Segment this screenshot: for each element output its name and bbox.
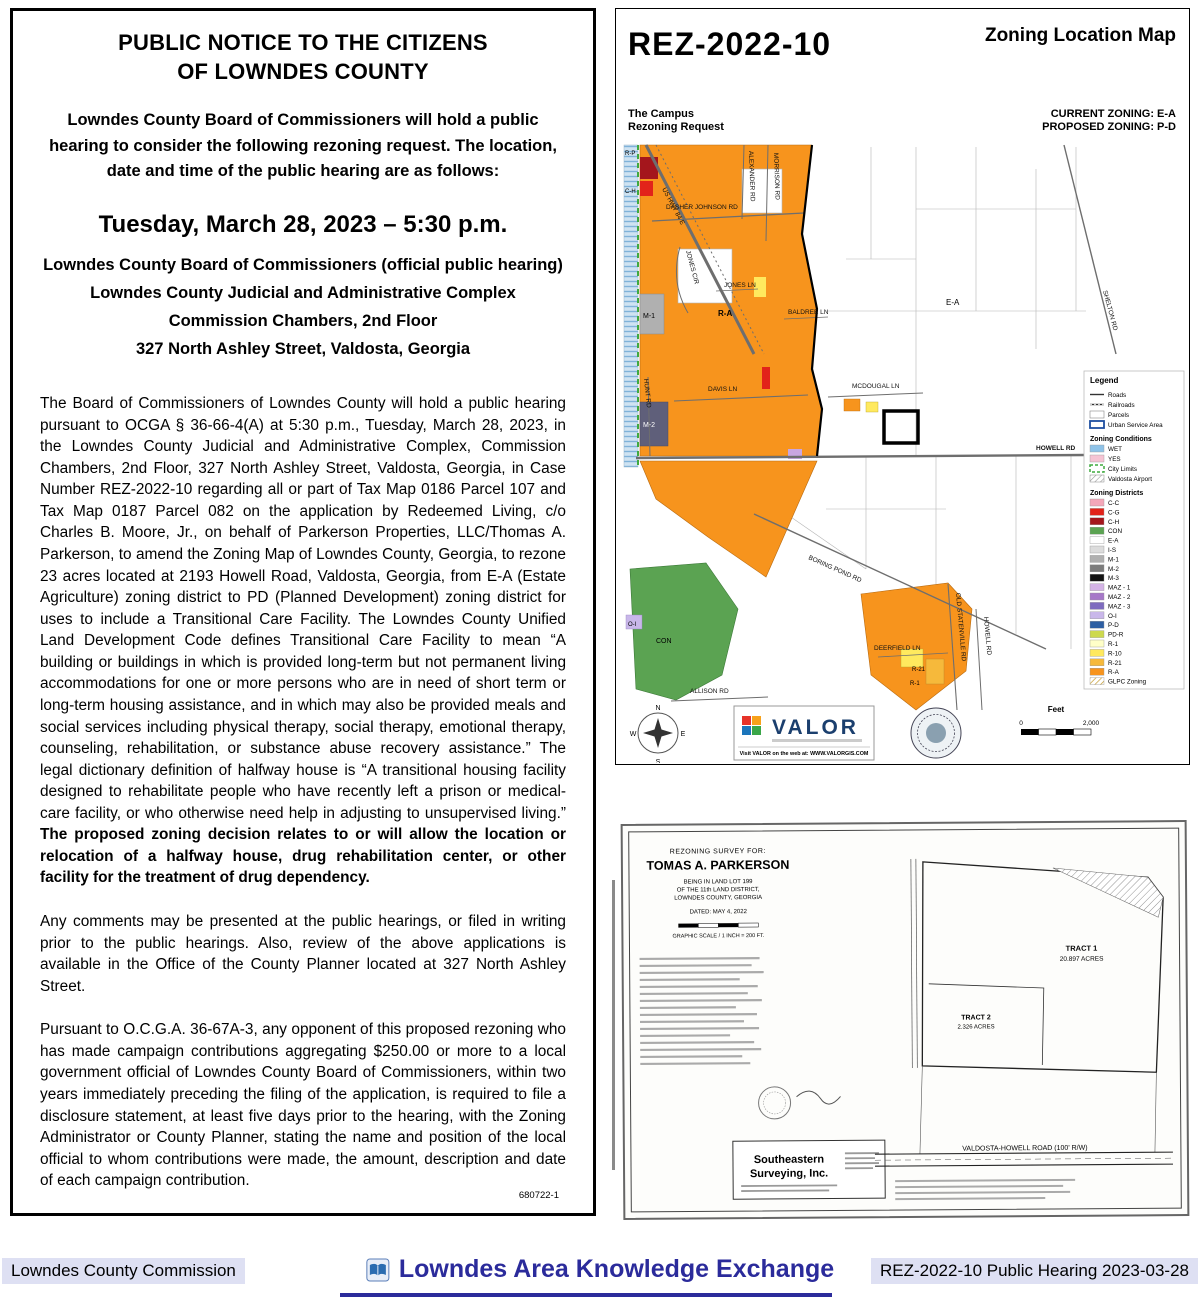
map-legend (1084, 371, 1184, 689)
svg-text:MAZ - 3: MAZ - 3 (1108, 603, 1131, 611)
label-morrison-rd: MORRISON RD (772, 152, 781, 200)
notice-body-bold: The proposed zoning decision relates to or will allow the location or relocation of a halfway house, drug rehabilitation center, or other facility for the treatment of drug dependency. (40, 826, 566, 887)
svg-text:GLPC Zoning: GLPC Zoning (1108, 678, 1147, 686)
map-graphic (624, 145, 1119, 710)
notice-title-line2: OF LOWNDES COUNTY (177, 58, 429, 84)
survey-title-label: REZONING SURVEY FOR: (669, 847, 766, 856)
notice-title (40, 29, 566, 86)
svg-text:R-1: R-1 (1108, 641, 1119, 648)
zoning-map-svg (616, 9, 1188, 763)
scan-artifact (612, 880, 615, 1170)
svg-text:YES: YES (1108, 456, 1121, 463)
scale-end: 2,000 (1082, 720, 1100, 727)
svg-text:MAZ - 2: MAZ - 2 (1108, 594, 1131, 601)
valor-url: Visit VALOR on the web at: WWW.VALORGIS.COM (739, 751, 869, 757)
surveyor-name-2: Surveying, Inc. (749, 1167, 829, 1181)
valor-wordmark: VALOR (772, 716, 859, 739)
label-mcdougal-ln: MCDOUGAL LN (852, 383, 900, 390)
svg-text:R-10: R-10 (1108, 650, 1122, 658)
subject-property-marker (884, 411, 918, 443)
survey-desc-2: OF THE 11th LAND DISTRICT, (676, 887, 760, 894)
survey-title-block (646, 848, 789, 940)
label-zone-ra: R-A (718, 309, 733, 318)
legend-districts-title: Zoning Districts (1090, 490, 1144, 497)
notice-title-line1: PUBLIC NOTICE TO THE CITIZENS (118, 30, 488, 55)
compass-rose (630, 705, 686, 763)
footer-accent-bar (340, 1293, 832, 1297)
map-subtitle-2: Rezoning Request (628, 121, 724, 133)
surveyor-stamp (758, 1086, 840, 1119)
venue-line-1: Lowndes County Board of Commissioners (official public hearing) (43, 255, 563, 274)
surveyor-box (733, 1140, 885, 1199)
svg-text:I-S: I-S (1108, 547, 1117, 554)
svg-text:Railroads: Railroads (1108, 402, 1135, 409)
survey-desc-1: BEING IN LAND LOT 199 (683, 879, 753, 886)
green-zone (630, 563, 738, 700)
survey-desc-3: LOWNDES COUNTY, GEORGIA (674, 894, 763, 902)
legend-title: Legend (1090, 376, 1119, 385)
legend-district-oi (1090, 612, 1117, 620)
label-zone-ea: E-A (946, 298, 960, 307)
map-title: Zoning Location Map (984, 25, 1176, 46)
map-proposed-zoning: PROPOSED ZONING: P-D (1042, 121, 1176, 133)
label-boring-pond-rd: BORING POND RD (807, 554, 863, 585)
tract1-name: TRACT 1 (1065, 943, 1098, 953)
notice-body (40, 393, 566, 889)
valor-tagline-illegible (772, 739, 862, 742)
map-current-zoning: CURRENT ZONING: E-A (1050, 108, 1176, 120)
legend-condition-city-limits (1090, 465, 1137, 473)
label-zone-oi: O-I (628, 622, 637, 628)
compass-e: E (680, 731, 686, 738)
label-allison-rd: ALLISON RD (690, 688, 729, 695)
label-jones-cir: JONES CIR (684, 249, 700, 286)
footer-link-commission[interactable]: Lowndes County Commission (2, 1258, 245, 1284)
map-case-number: REZ-2022-10 (628, 26, 832, 62)
svg-text:CON: CON (1108, 528, 1122, 536)
survey-scale-label: GRAPHIC SCALE / 1 INCH = 200 FT. (672, 932, 765, 940)
label-zone-con: CON (656, 638, 672, 645)
map-subtitle-1: The Campus (628, 108, 695, 120)
svg-text:WET: WET (1108, 446, 1122, 453)
label-zone-r21: R-21 (912, 667, 926, 673)
scale-bar (1019, 705, 1099, 735)
legend-district-is (1090, 546, 1116, 554)
svg-text:M-2: M-2 (1108, 565, 1119, 573)
compass-n: N (655, 705, 661, 712)
hearing-datetime: Tuesday, March 28, 2023 – 5:30 p.m. (98, 210, 508, 238)
label-shelton-rd: SHELTON RD (1101, 289, 1119, 332)
svg-text:R-21: R-21 (1108, 659, 1122, 667)
legend-district-maz2 (1090, 593, 1131, 601)
label-alexander-rd: ALEXANDER RD (747, 150, 756, 202)
scale-start: 0 (1019, 720, 1023, 727)
label-old-statenville-rd: OLD STATENVILLE RD (954, 592, 967, 662)
notice-comments: Any comments may be presented at the public hearings, or filed in writing prior to the public hearings. Also, review of the above applications is available in the Office of the County Planner located at 327 North Ashley Street. (40, 913, 566, 995)
svg-text:C-H: C-H (1108, 518, 1120, 526)
label-howell-rd-south: HOWELL RD (982, 616, 993, 656)
compass-s: S (655, 759, 661, 763)
label-baldree-ln: BALDREE LN (788, 309, 829, 316)
svg-text:PD-R: PD-R (1108, 631, 1124, 639)
footer-link-hearing[interactable]: REZ-2022-10 Public Hearing 2023-03-28 (871, 1258, 1198, 1284)
legend-item-parcels (1090, 411, 1129, 419)
svg-text:M-1: M-1 (1108, 556, 1119, 564)
label-howell-rd: HOWELL RD (1036, 445, 1076, 452)
label-hunt-rd: HUNT RD (642, 378, 653, 409)
svg-text:Valdosta Airport: Valdosta Airport (1108, 476, 1152, 483)
compass-w: W (629, 731, 637, 738)
zoning-location-map (615, 8, 1190, 765)
label-zone-r1: R-1 (910, 681, 920, 687)
survey-owner: TOMAS A. PARKERSON (646, 857, 790, 873)
venue-line-2: Lowndes County Judicial and Administrative Complex (90, 283, 516, 302)
label-us-hwy-84: US HWY 84 E (660, 186, 686, 227)
tract1-area: 20.897 ACRES (1059, 955, 1104, 963)
lake-logo-icon (366, 1258, 390, 1282)
rezoning-survey-document (621, 820, 1190, 1220)
public-notice-document (10, 8, 596, 1216)
label-zone-m1: M-1 (643, 313, 656, 320)
footer-lake-brand[interactable] (366, 1255, 834, 1284)
label-dasher-johnson: DASHER JOHNSON RD (666, 204, 738, 211)
svg-text:City Limits: City Limits (1108, 466, 1138, 473)
notice-body-text: The Board of Commissioners of Lowndes County will hold a public hearing pursuant to OCGA § 36-66-4(A) at 5:30 p.m., Tuesday, March 28, 2023, in the Lowndes County Judicial and Administrative Complex, Commission Chambers, 2nd Floor, 327 North Ashley Street, Valdosta, Georgia, in Case Number REZ-2022-10 regarding all or part of Tax Map 0186 Parcel 107 and Tax Map 0187 Parcel 082 on the application by Redeemed Living, c/o Charles B. Moore, Jr., on behalf of Parkerson Properties, LLC/Thomas A. Parkerson, to amend the Zoning Map of Lowndes County, Georgia, to rezone 23 acres located at 2193 Howell Road, Valdosta, Georgia, from E-A (Estate Agriculture) zoning district to PD (Planned Development) zoning district for uses to include a Transitional Care Facility. The Lowndes County Unified Land Development Code defines Transitional Care Facility to mean “A building or buildings in which is provided long-term but not permanent living accommodations for one or more persons who are in need of short term or long-term housing assistance, and in which may also be provided meals and social services including physical therapy, social therapy, emotional therapy, counseling, rehabilitation, or substance abuse recovery assistance.” The legal dictionary definition of halfway house is “A transitional housing facility designed to rehabilitate people who have recently left a prison or medical-care facility, or who otherwise need help in adjusting to unsupervised living.” (40, 395, 566, 822)
legend-district-maz3 (1090, 602, 1131, 610)
svg-text:E-A: E-A (1108, 537, 1119, 545)
svg-text:R-A: R-A (1108, 669, 1119, 677)
label-zone-ch: C-H (625, 189, 636, 195)
notice-document-number: 680722-1 (518, 1190, 559, 1201)
surveyor-name-1: Southeastern (753, 1153, 825, 1167)
scale-unit: Feet (1047, 705, 1065, 714)
notice-pursuant: Pursuant to O.C.G.A. 36-67A-3, any opponent of this proposed rezoning who has made campaign contributions aggregating $250.00 or more to a local government official of Lowndes County Board of Commissioners, within two years immediately preceding the filing of the application, is required to file a disclosure statement, at least five days prior to the hearing, with the Zoning Administrator or County Planner, stating the name and position of the local official to whom contributions were made, the amount, description and date of each campaign contribution. (40, 1021, 566, 1190)
label-deerfield-ln: DEERFIELD LN (874, 645, 921, 652)
survey-dated: DATED: MAY 4, 2022 (689, 909, 747, 916)
legend-condition-valdosta-airport (1090, 475, 1152, 483)
label-zone-rp: R-P (625, 151, 636, 157)
label-davis-ln: DAVIS LN (708, 386, 738, 393)
survey-road-label: VALDOSTA-HOWELL ROAD (100' R/W) (962, 1144, 1088, 1153)
venue-line-4: 327 North Ashley Street, Valdosta, Georgia (135, 340, 471, 359)
footer-lake-title: Lowndes Area Knowledge Exchange (398, 1255, 835, 1283)
orange-zone-wedge (640, 461, 817, 577)
svg-text:Roads: Roads (1108, 392, 1127, 399)
svg-text:Parcels: Parcels (1108, 412, 1129, 419)
svg-text:C-C: C-C (1108, 500, 1120, 507)
svg-text:M-3: M-3 (1108, 575, 1119, 583)
label-zone-m2: M-2 (643, 422, 656, 429)
legend-conditions-title: Zoning Conditions (1090, 436, 1152, 443)
svg-text:P-D: P-D (1108, 622, 1119, 630)
notice-intro: Lowndes County Board of Commissioners will hold a public hearing to consider the following rezoning request. The location, date and time of the public hearing are as follows: (49, 111, 557, 181)
legend-district-glpc (1090, 678, 1147, 686)
valor-logo-box (734, 706, 874, 760)
svg-text:C-G: C-G (1108, 509, 1120, 517)
tract2-area: 2.326 ACRES (957, 1024, 995, 1031)
label-jones-ln: JONES LN (724, 282, 756, 289)
svg-text:O-I: O-I (1108, 612, 1117, 620)
legend-district-maz1 (1090, 584, 1131, 592)
county-seal (911, 708, 961, 758)
tract2-name: TRACT 2 (961, 1014, 991, 1022)
venue-line-3: Commission Chambers, 2nd Floor (168, 311, 438, 330)
svg-text:MAZ - 1: MAZ - 1 (1108, 584, 1131, 592)
survey-parcel-drawing (873, 857, 1173, 1166)
svg-text:Urban Service Area: Urban Service Area (1108, 422, 1163, 429)
survey-svg (623, 822, 1188, 1218)
